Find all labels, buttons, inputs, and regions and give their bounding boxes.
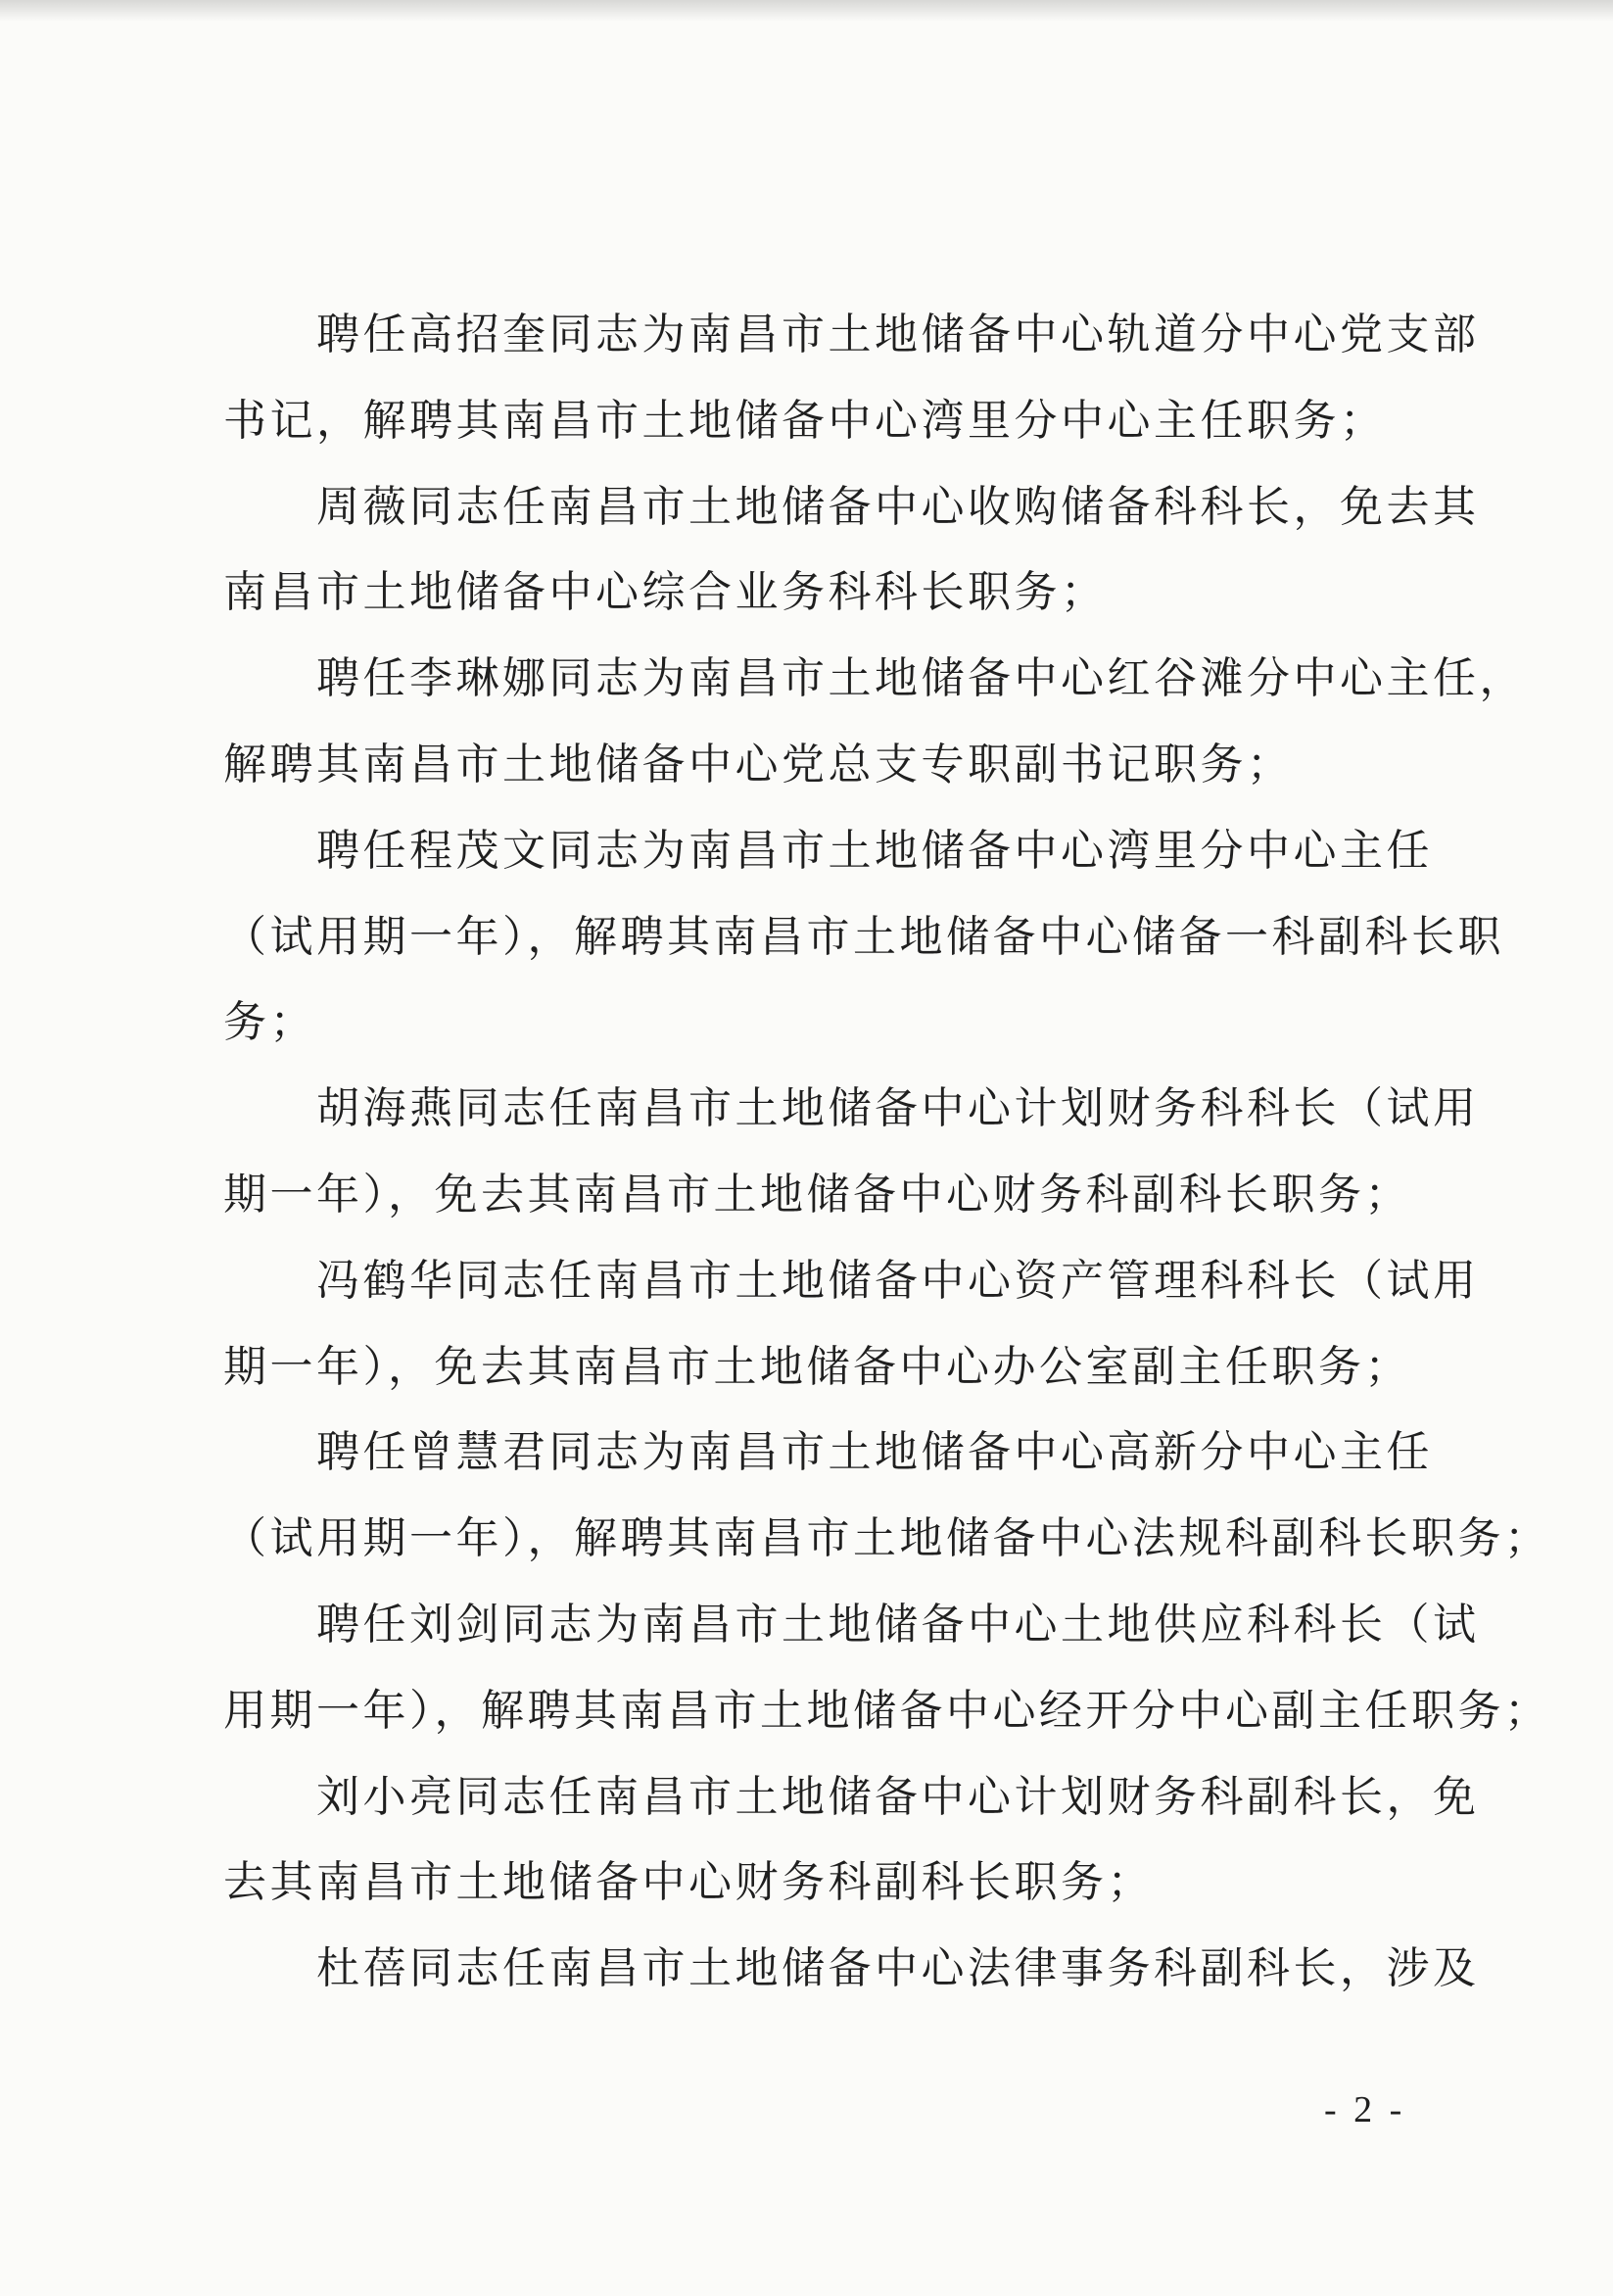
text-line-14: 聘任曾慧君同志为南昌市土地储备中心高新分中心主任 — [223, 1427, 1433, 1478]
text-line-11: 期一年），免去其南昌市土地储备中心财务科副科长职务； — [223, 1169, 1411, 1220]
text-line-4: 南昌市土地储备中心综合业务科科长职务； — [223, 567, 1108, 618]
text-line-1: 聘任高招奎同志为南昌市土地储备中心轨道分中心党支部 — [223, 310, 1480, 359]
text-line-17: 用期一年），解聘其南昌市土地储备中心经开分中心副主任职务； — [223, 1685, 1551, 1736]
text-line-8: （试用期一年），解聘其南昌市土地储备中心储备一科副科长职 — [223, 911, 1504, 962]
text-line-15: （试用期一年），解聘其南昌市土地储备中心法规科副科长职务； — [223, 1513, 1551, 1564]
text-line-13: 期一年），免去其南昌市土地储备中心办公室副主任职务； — [223, 1341, 1411, 1392]
text-line-7: 聘任程茂文同志为南昌市土地储备中心湾里分中心主任 — [223, 825, 1433, 876]
text-line-18: 刘小亮同志任南昌市土地储备中心计划财务科副科长，免 — [223, 1771, 1480, 1822]
text-line-9: 务； — [223, 997, 316, 1048]
scan-edge-shadow — [0, 0, 1613, 22]
text-line-12: 冯鹤华同志任南昌市土地储备中心资产管理科科长（试用 — [223, 1255, 1480, 1306]
text-line-20: 杜蓓同志任南昌市土地储备中心法律事务科副科长，涉及 — [223, 1943, 1480, 1994]
text-line-19: 去其南昌市土地储备中心财务科副科长职务； — [223, 1857, 1154, 1908]
text-line-2: 书记，解聘其南昌市土地储备中心湾里分中心主任职务； — [223, 395, 1387, 446]
page-number: - 2 - — [1324, 2089, 1406, 2130]
text-line-10: 胡海燕同志任南昌市土地储备中心计划财务科科长（试用 — [223, 1083, 1480, 1134]
text-line-3: 周薇同志任南昌市土地储备中心收购储备科科长，免去其 — [223, 481, 1480, 532]
text-line-5: 聘任李琳娜同志为南昌市土地储备中心红谷滩分中心主任， — [223, 653, 1526, 704]
document-body — [223, 292, 1551, 2012]
text-line-6: 解聘其南昌市土地储备中心党总支专职副书记职务； — [223, 739, 1294, 789]
text-line-16: 聘任刘剑同志为南昌市土地储备中心土地供应科科长（试 — [223, 1599, 1480, 1650]
